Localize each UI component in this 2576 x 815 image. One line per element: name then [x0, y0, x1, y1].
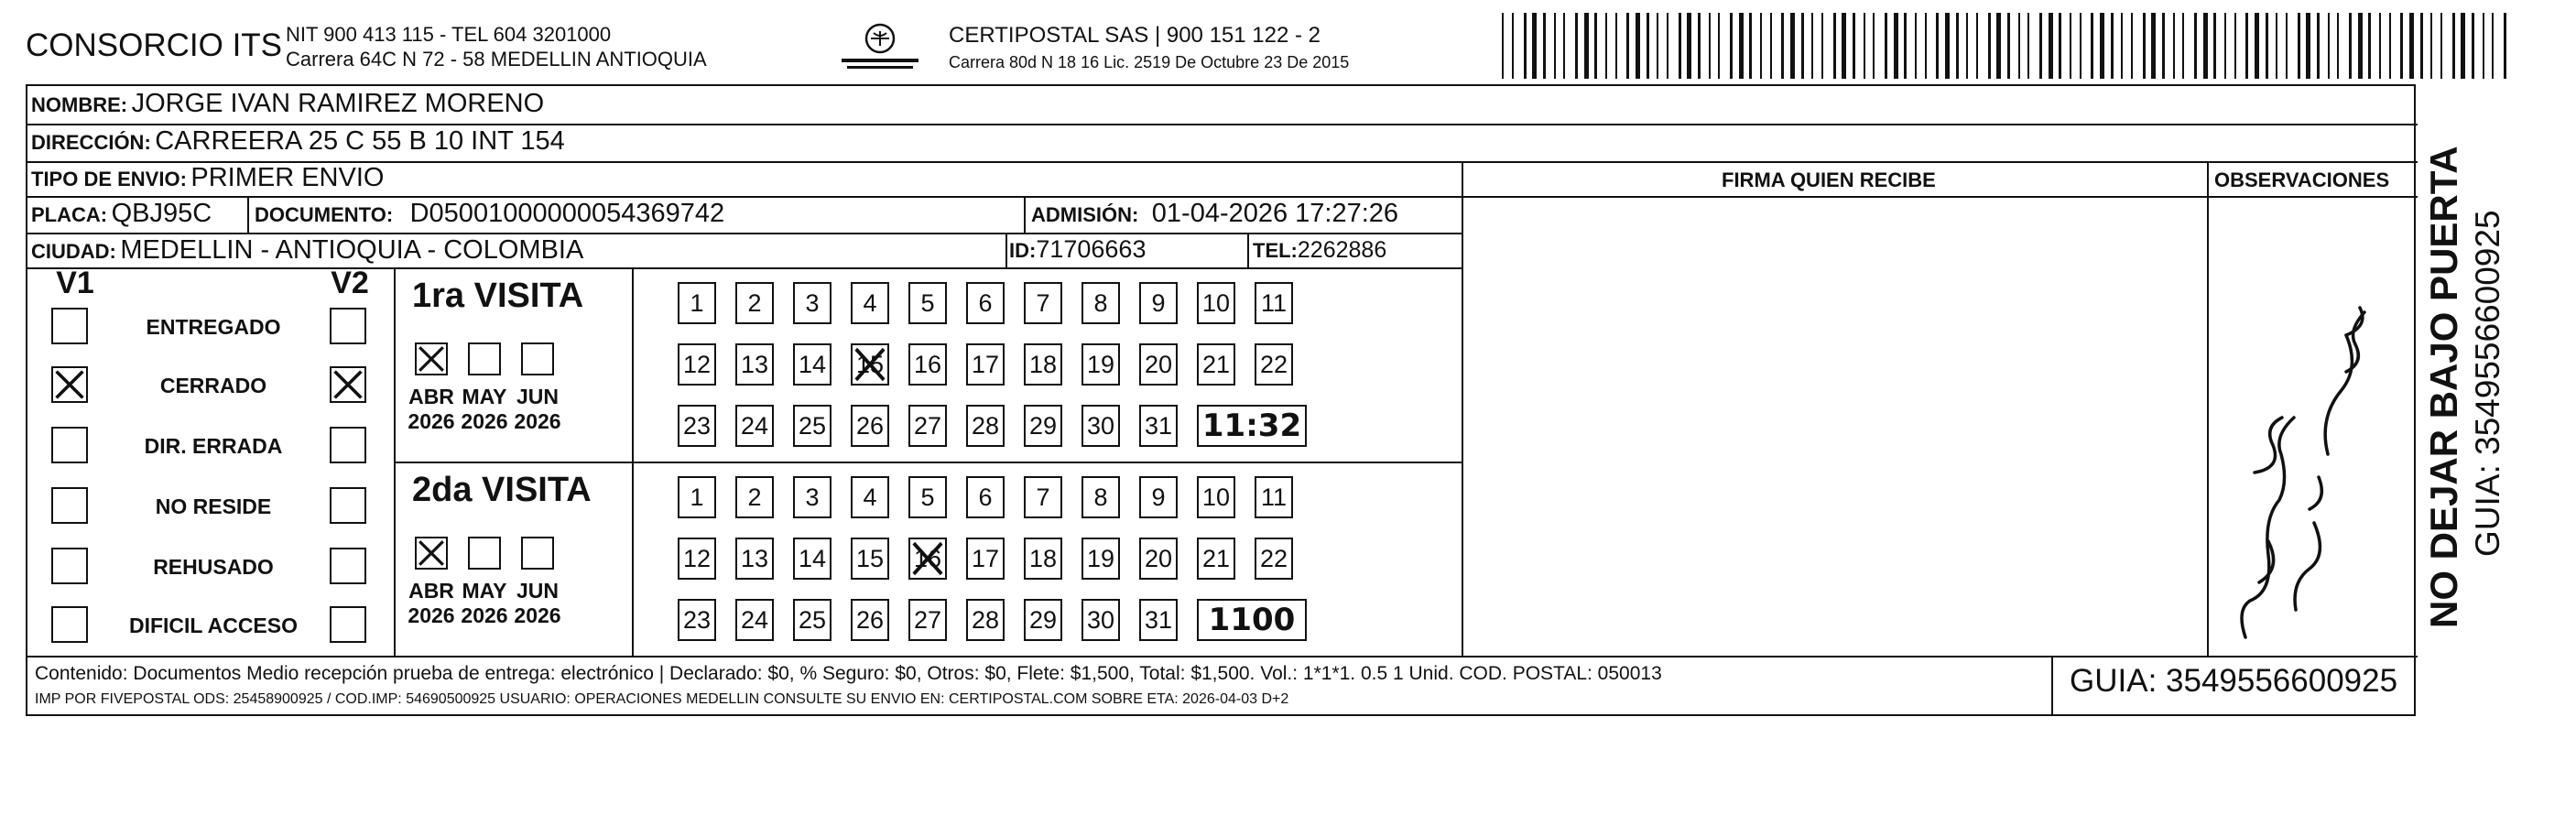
status-label: NO RESIDE: [155, 494, 272, 518]
divider: [27, 656, 2418, 657]
nombre-value: JORGE IVAN RAMIREZ MORENO: [131, 89, 545, 118]
day-number: 29: [1028, 412, 1058, 440]
month-name: JUN: [516, 385, 559, 408]
v1-checkbox[interactable]: [51, 548, 88, 584]
day-number: 2: [747, 289, 762, 317]
tipo-envio-value: PRIMER ENVIO: [190, 163, 385, 192]
day-number: 16: [913, 351, 942, 378]
divider: [27, 124, 2418, 125]
day-number: 15: [855, 351, 885, 378]
day-box[interactable]: [1139, 476, 1178, 518]
observaciones-label: OBSERVACIONES: [2214, 168, 2390, 191]
day-number: 25: [798, 412, 827, 440]
day-box[interactable]: [851, 343, 889, 386]
day-number: 8: [1093, 484, 1108, 511]
month-checkbox[interactable]: [468, 342, 501, 375]
day-number: 29: [1028, 606, 1058, 634]
v2-checkbox[interactable]: [330, 308, 366, 344]
day-number: 27: [913, 606, 942, 634]
x-mark-icon: [417, 538, 446, 568]
day-number: 5: [920, 484, 935, 511]
divider: [2051, 656, 2053, 716]
day-box[interactable]: [1024, 282, 1062, 324]
divider: [394, 462, 1462, 463]
month-year: 2026: [514, 409, 561, 433]
status-label: DIR. ERRADA: [144, 434, 283, 458]
day-number: 3: [805, 484, 820, 511]
day-box[interactable]: [1197, 538, 1235, 580]
handwritten-observation: [2209, 198, 2414, 654]
divider: [1005, 233, 1007, 267]
day-number: 26: [855, 606, 885, 634]
divider: [247, 196, 249, 233]
day-box[interactable]: [908, 343, 947, 386]
tel-value: 2262886: [1297, 237, 1387, 263]
status-label: CERRADO: [159, 374, 267, 397]
day-box[interactable]: [1139, 405, 1178, 447]
month-year: 2026: [461, 409, 508, 433]
ciudad-field: CIUDAD: MEDELLIN - ANTIOQUIA - COLOMBIA: [31, 235, 584, 265]
day-box[interactable]: [1081, 476, 1120, 518]
day-number: 13: [740, 545, 769, 572]
day-number: 31: [1144, 606, 1173, 634]
day-number: 11: [1260, 289, 1288, 317]
month-year: 2026: [514, 603, 561, 627]
day-number: 28: [971, 412, 1000, 440]
day-number: 9: [1151, 289, 1166, 317]
v2-checkbox[interactable]: [330, 606, 366, 643]
day-number: 30: [1086, 412, 1115, 440]
day-number: 21: [1201, 351, 1231, 378]
day-box[interactable]: [1139, 343, 1178, 386]
status-label: DIFICIL ACCESO: [128, 614, 298, 637]
month-name: MAY: [462, 579, 507, 603]
day-box[interactable]: [1255, 538, 1293, 580]
month-checkbox[interactable]: [521, 537, 554, 570]
v1-checkbox[interactable]: [51, 366, 88, 403]
x-mark-icon: [417, 344, 446, 374]
day-number: 13: [740, 351, 769, 378]
day-number: 16: [913, 545, 942, 572]
day-box[interactable]: [908, 405, 947, 447]
side-guia: GUIA: 3549556600925: [2469, 210, 2506, 557]
day-box[interactable]: [1255, 476, 1293, 518]
day-number: 24: [740, 606, 769, 634]
month-checkbox[interactable]: [415, 537, 448, 570]
day-box[interactable]: [966, 476, 1005, 518]
day-box[interactable]: [851, 282, 889, 324]
v2-checkbox[interactable]: [330, 366, 366, 403]
v2-checkbox[interactable]: [330, 487, 366, 524]
divider: [27, 161, 2418, 163]
day-box[interactable]: [1081, 343, 1120, 386]
day-number: 21: [1201, 545, 1231, 572]
visit-title: 2da VISITA: [412, 471, 592, 509]
day-box[interactable]: [793, 343, 831, 386]
ciudad-value: MEDELLIN - ANTIOQUIA - COLOMBIA: [120, 235, 584, 265]
day-box[interactable]: [793, 476, 831, 518]
day-box[interactable]: [678, 476, 716, 518]
direccion-field: DIRECCIÓN: CARREERA 25 C 55 B 10 INT 154: [31, 126, 565, 156]
month-checkbox[interactable]: [468, 537, 501, 570]
id-value: 71706663: [1036, 235, 1147, 263]
placa-field: PLACA: QBJ95C: [31, 199, 212, 228]
day-number: 17: [971, 545, 1000, 572]
day-box[interactable]: [1081, 282, 1120, 324]
v1-checkbox[interactable]: [51, 308, 88, 344]
day-box[interactable]: [966, 405, 1005, 447]
visit-time: 1100: [1197, 599, 1307, 641]
day-number: 22: [1259, 545, 1288, 572]
day-box[interactable]: [793, 282, 831, 324]
v1-checkbox[interactable]: [51, 487, 88, 524]
day-box[interactable]: [851, 599, 889, 641]
signature-area[interactable]: [1463, 198, 2205, 654]
day-box[interactable]: [1024, 405, 1062, 447]
company-name: CONSORCIO ITS: [26, 27, 283, 63]
day-box[interactable]: [678, 538, 716, 580]
day-box[interactable]: [966, 282, 1005, 324]
day-number: 10: [1201, 289, 1231, 317]
day-box[interactable]: [908, 538, 947, 580]
day-box[interactable]: [678, 405, 716, 447]
footer-guia: GUIA: 3549556600925: [2070, 663, 2398, 699]
day-box[interactable]: [851, 476, 889, 518]
day-box[interactable]: [735, 599, 774, 641]
day-box[interactable]: [966, 599, 1005, 641]
divider: [1247, 233, 1249, 267]
v2-checkbox[interactable]: [330, 548, 366, 584]
admision-field: ADMISIÓN: 01-04-2026 17:27:26: [1031, 199, 1399, 228]
day-number: 18: [1028, 545, 1058, 572]
admision-value: 01-04-2026 17:27:26: [1151, 199, 1399, 228]
certipostal-line: CERTIPOSTAL SAS | 900 151 122 - 2: [949, 23, 1321, 48]
v1-checkbox[interactable]: [51, 427, 88, 463]
day-box[interactable]: [1197, 476, 1235, 518]
placa-value: QBJ95C: [111, 199, 212, 228]
month-year: 2026: [408, 603, 455, 627]
footer-imp-line: IMP POR FIVEPOSTAL ODS: 25458900925 / COD.IMP: 54690500925 USUARIO: OPERACIONES MEDELLIN CONSULTE SU ENVIO EN: CERTIPOSTAL.COM SOBRE ETA: 2026-04-03 D+2: [35, 691, 1289, 707]
day-box[interactable]: [1081, 405, 1120, 447]
day-number: 17: [971, 351, 1000, 378]
day-box[interactable]: [1024, 343, 1062, 386]
certipostal-address: Carrera 80d N 18 16 Lic. 2519 De Octubre 23 De 2015: [949, 53, 1350, 71]
day-box[interactable]: [908, 476, 947, 518]
day-number: 31: [1144, 412, 1173, 440]
nombre-field: NOMBRE: JORGE IVAN RAMIREZ MORENO: [31, 89, 545, 118]
day-number: 24: [740, 412, 769, 440]
day-box[interactable]: [1024, 599, 1062, 641]
month-name: ABR: [408, 385, 454, 408]
day-box[interactable]: [1081, 538, 1120, 580]
day-number: 26: [855, 412, 885, 440]
x-mark-icon: [53, 368, 86, 401]
day-box[interactable]: [1255, 282, 1293, 324]
day-box[interactable]: [1139, 599, 1178, 641]
day-number: 7: [1036, 289, 1050, 317]
day-box[interactable]: [966, 343, 1005, 386]
day-box[interactable]: [1024, 538, 1062, 580]
day-box[interactable]: [735, 343, 774, 386]
v2-checkbox[interactable]: [330, 427, 366, 463]
footer-content-line: Contenido: Documentos Medio recepción prueba de entrega: electrónico | Declarado: $0, % Seguro: $0, Otros: $0, Flete: $1,500, Total: $1,500. Vol.: 1*1*1. 0.5 1 Unid. COD. POSTAL: 050013: [35, 663, 1662, 684]
day-box[interactable]: [1139, 282, 1178, 324]
day-box[interactable]: [735, 538, 774, 580]
company-info: [286, 22, 707, 71]
day-number: 23: [682, 606, 712, 634]
v1-header: V1: [56, 266, 94, 300]
day-box[interactable]: [735, 282, 774, 324]
month-name: MAY: [462, 385, 507, 408]
status-label: REHUSADO: [153, 555, 274, 579]
day-number: 12: [682, 545, 712, 572]
day-number: 9: [1151, 484, 1166, 511]
day-box[interactable]: [966, 538, 1005, 580]
barcode-icon: [1502, 13, 2509, 79]
v2-header: V2: [331, 266, 369, 300]
day-box[interactable]: [908, 599, 947, 641]
day-number: 19: [1086, 351, 1115, 378]
day-number: 3: [805, 289, 820, 317]
day-box[interactable]: [793, 405, 831, 447]
tel-field: TEL:2262886: [1253, 237, 1387, 263]
day-box[interactable]: [851, 405, 889, 447]
day-number: 11: [1260, 484, 1288, 511]
day-box[interactable]: [735, 476, 774, 518]
month-checkbox[interactable]: [415, 342, 448, 375]
day-number: 23: [682, 412, 712, 440]
month-label: [505, 385, 570, 434]
day-number: 1: [690, 484, 704, 511]
day-number: 27: [913, 412, 942, 440]
month-checkbox[interactable]: [521, 342, 554, 375]
divider: [27, 267, 1463, 269]
status-label: ENTREGADO: [146, 315, 281, 339]
day-number: 14: [798, 351, 827, 378]
day-box[interactable]: [851, 538, 889, 580]
day-box[interactable]: [678, 343, 716, 386]
x-mark-icon: [910, 539, 945, 578]
divider: [1024, 196, 1026, 233]
day-number: 18: [1028, 351, 1058, 378]
firma-label: FIRMA QUIEN RECIBE: [1722, 168, 1936, 191]
day-number: 25: [798, 606, 827, 634]
day-number: 20: [1144, 351, 1173, 378]
day-box[interactable]: [735, 405, 774, 447]
company-address: Carrera 64C N 72 - 58 MEDELLIN ANTIOQUIA: [286, 48, 707, 71]
visit-time: 11:32: [1197, 405, 1307, 447]
day-number: 1: [690, 289, 704, 317]
day-number: 4: [863, 289, 877, 317]
day-box[interactable]: [908, 282, 947, 324]
day-number: 12: [682, 351, 712, 378]
documento-value: D05001000000054369742: [409, 199, 725, 228]
day-box[interactable]: [678, 599, 716, 641]
day-number: 10: [1201, 484, 1231, 511]
day-box[interactable]: [1139, 538, 1178, 580]
day-number: 30: [1086, 606, 1115, 634]
day-box[interactable]: [1197, 282, 1235, 324]
day-box[interactable]: [1255, 343, 1293, 386]
day-number: 4: [863, 484, 877, 511]
day-box[interactable]: [678, 282, 716, 324]
day-box[interactable]: [1081, 599, 1120, 641]
x-mark-icon: [332, 368, 364, 401]
day-number: 8: [1093, 289, 1108, 317]
no-dejar-bajo-puerta: NO DEJAR BAJO PUERTA: [2422, 146, 2465, 628]
nit-line: NIT 900 413 115 - TEL 604 3201000: [286, 23, 612, 46]
visit-title: 1ra VISITA: [412, 277, 584, 315]
x-mark-icon: [853, 345, 887, 384]
day-number: 19: [1086, 545, 1115, 572]
id-field: ID:71706663: [1009, 235, 1147, 263]
month-name: ABR: [408, 579, 454, 603]
direccion-value: CARREERA 25 C 55 B 10 INT 154: [155, 126, 565, 156]
day-box[interactable]: [793, 599, 831, 641]
day-number: 22: [1259, 351, 1288, 378]
day-number: 14: [798, 545, 827, 572]
day-number: 2: [747, 484, 762, 511]
day-number: 6: [978, 289, 993, 317]
month-label: [505, 579, 570, 628]
day-number: 20: [1144, 545, 1173, 572]
day-number: 15: [855, 545, 885, 572]
day-box[interactable]: [793, 538, 831, 580]
tipo-envio-field: TIPO DE ENVIO: PRIMER ENVIO: [31, 163, 385, 192]
day-number: 7: [1036, 484, 1050, 511]
certipostal-logo-icon: [829, 20, 931, 75]
day-box[interactable]: [1024, 476, 1062, 518]
documento-field: DOCUMENTO: D05001000000054369742: [255, 199, 725, 228]
v1-checkbox[interactable]: [51, 606, 88, 643]
day-box[interactable]: [1197, 343, 1235, 386]
month-name: JUN: [516, 579, 559, 603]
day-number: 5: [920, 289, 935, 317]
day-number: 28: [971, 606, 1000, 634]
month-year: 2026: [461, 603, 508, 627]
day-number: 6: [978, 484, 993, 511]
month-year: 2026: [408, 409, 455, 433]
